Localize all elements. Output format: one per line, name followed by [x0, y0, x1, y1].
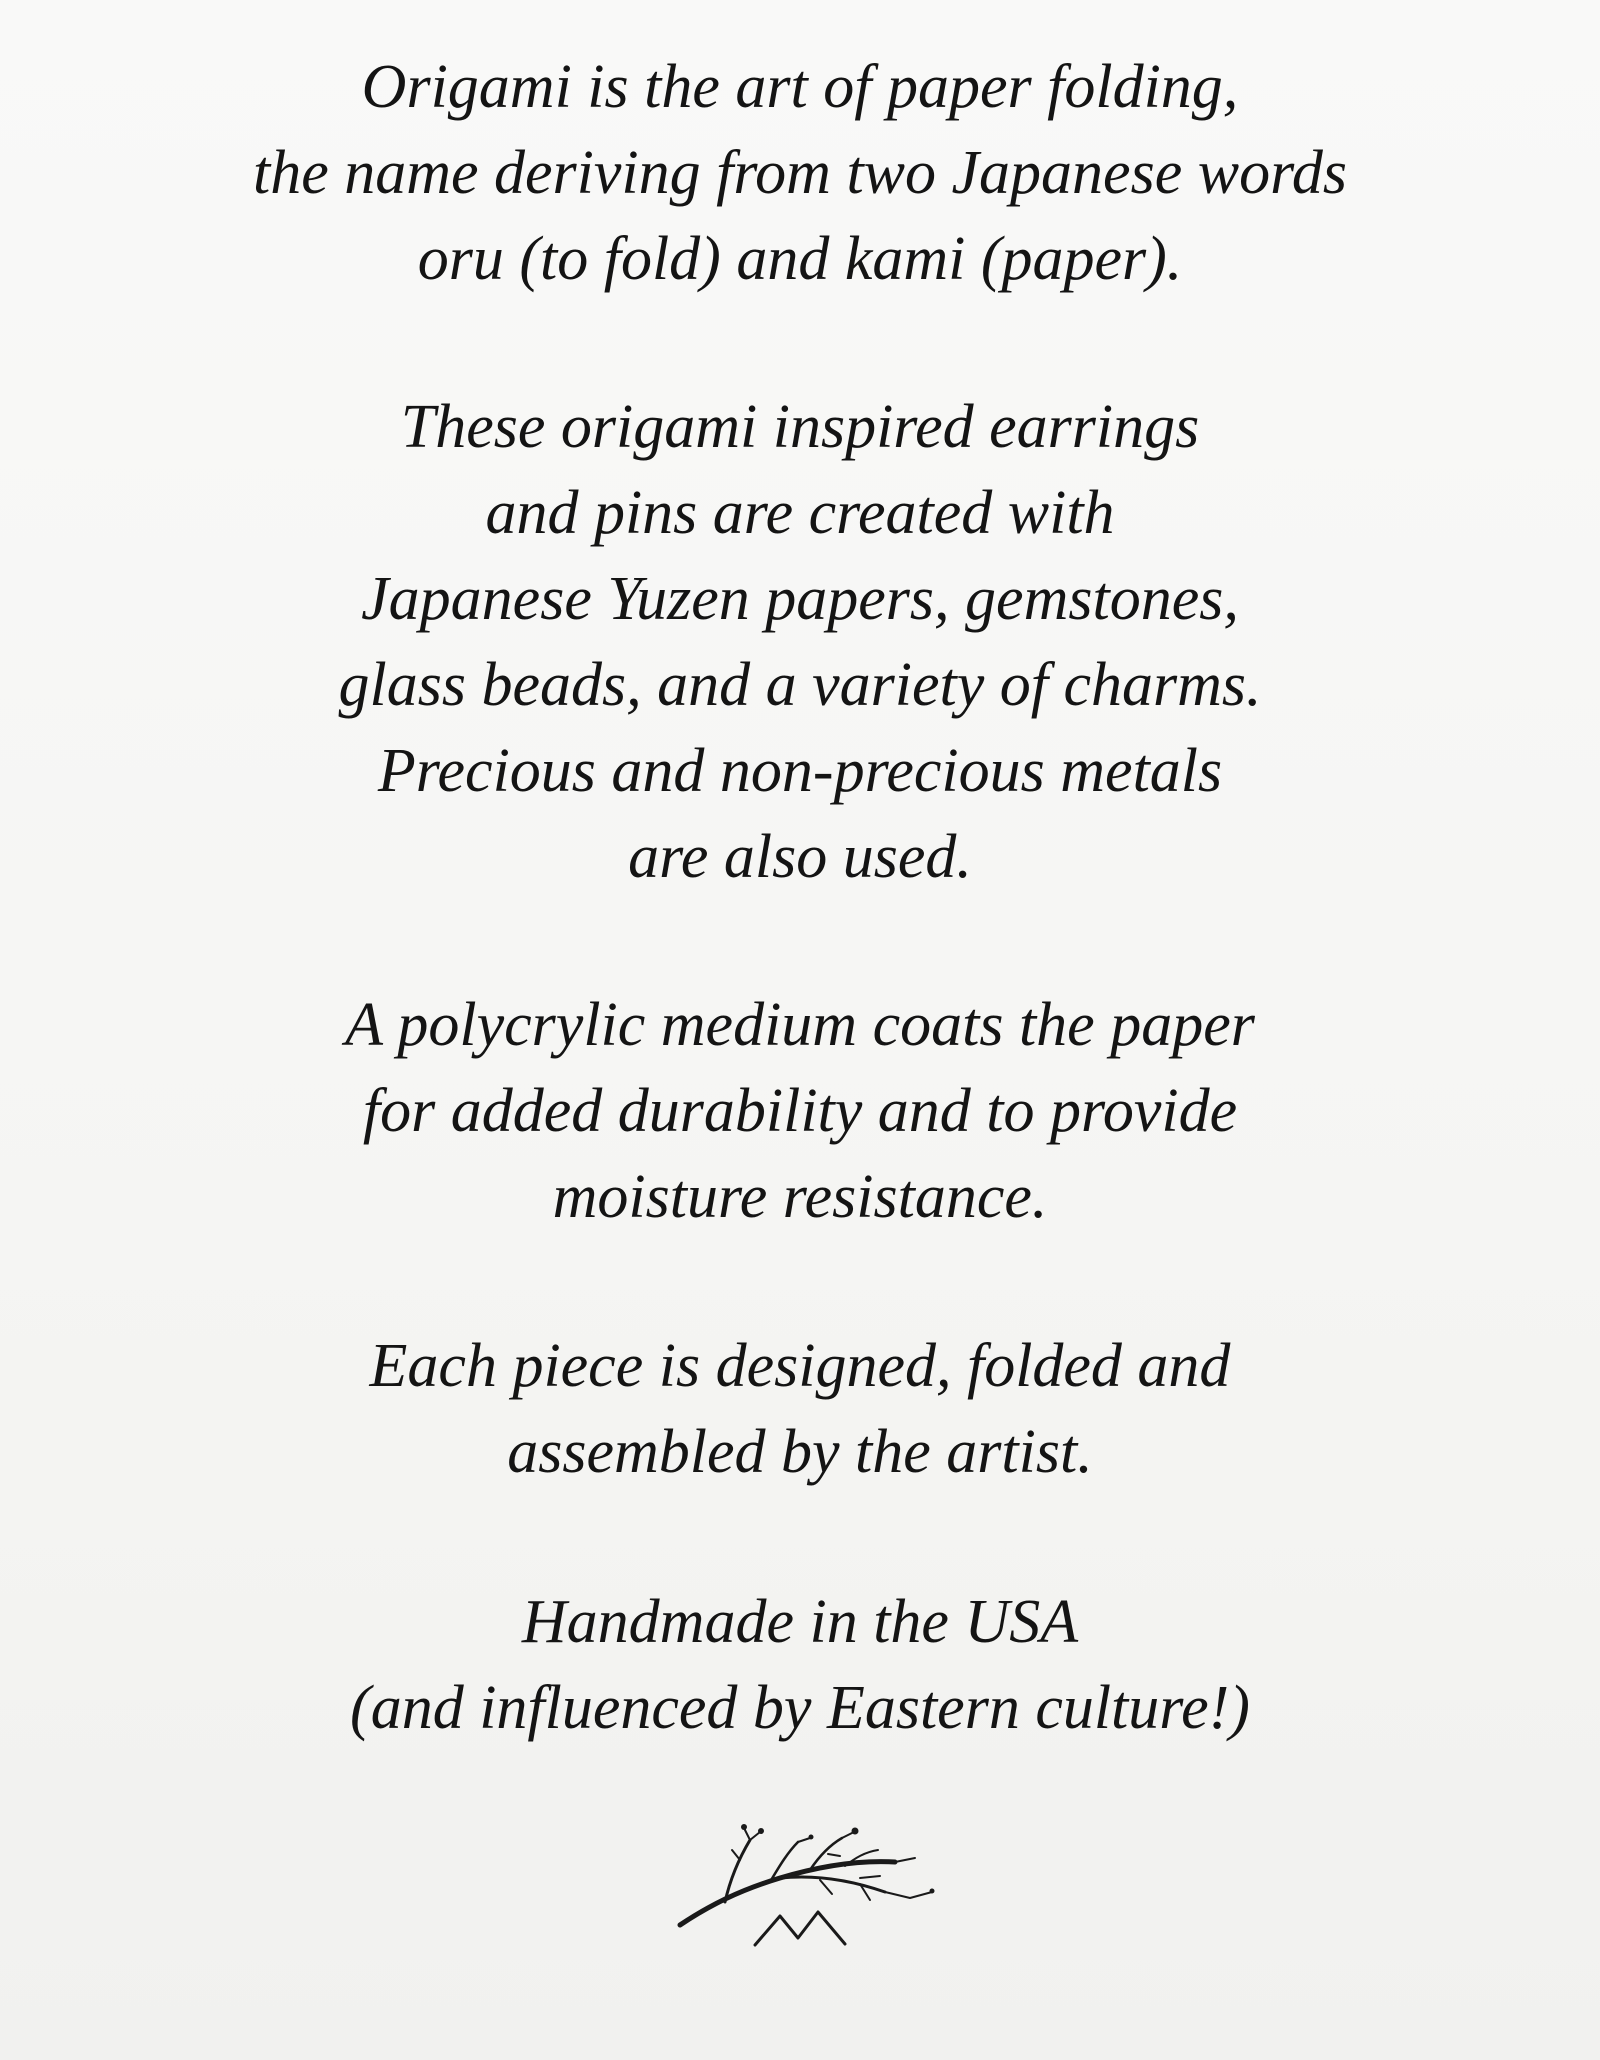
text-line: A polycrylic medium coats the paper: [345, 991, 1255, 1059]
text-line: (and influenced by Eastern culture!): [350, 1674, 1250, 1742]
text-line: These origami inspired earrings: [400, 393, 1200, 461]
text-line: Origami is the art of paper folding,: [361, 53, 1239, 121]
text-line: moisture resistance.: [552, 1163, 1048, 1231]
text-line: assembled by the artist.: [507, 1418, 1093, 1486]
paragraph-handmade: [0, 1579, 1600, 1751]
text-line: Handmade in the USA: [521, 1588, 1079, 1656]
text-line: glass beads, and a variety of charms.: [338, 651, 1262, 719]
text-line: and pins are created with: [485, 479, 1115, 547]
text-line: Japanese Yuzen papers, gemstones,: [361, 565, 1239, 633]
text-line: for added durability and to provide: [362, 1077, 1238, 1145]
text-line: the name deriving from two Japanese words: [252, 139, 1348, 207]
paragraph-coating: [0, 982, 1600, 1240]
text-line: Each piece is designed, folded and: [369, 1332, 1231, 1400]
paragraph-origami-definition: [0, 44, 1600, 302]
text-line: are also used.: [628, 823, 972, 891]
text-line: oru (to fold) and kami (paper).: [417, 225, 1183, 293]
text-line: Precious and non-precious metals: [377, 737, 1223, 805]
paragraph-materials: [0, 384, 1600, 900]
paragraph-artist: [0, 1323, 1600, 1495]
branch-and-mountain-logo-icon: [670, 1820, 990, 1950]
